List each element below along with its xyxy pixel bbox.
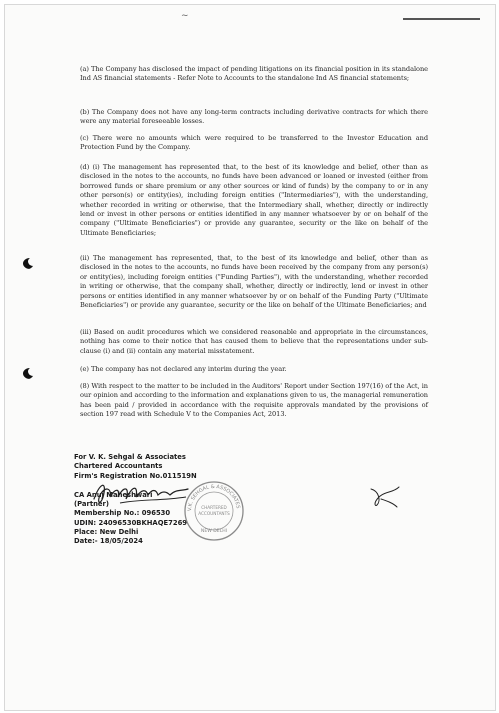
paragraph-e: (e) The company has not declared any interim during the year. (80, 365, 287, 373)
stamp-center-line1: CHARTERED (201, 505, 227, 510)
punch-hole-mark (23, 258, 37, 269)
firm-name: For V. K. Sehgal & Associates (74, 453, 186, 461)
date: Date:- 18/05/2024 (74, 537, 143, 546)
punch-hole-mark (23, 368, 37, 379)
membership-number: Membership No.: 096530 (74, 509, 171, 518)
firm-registration: Firm's Registration No.011519N (74, 471, 197, 480)
firm-seal-stamp (183, 480, 245, 542)
place: Place: New Delhi (74, 528, 139, 537)
header-mark: ~ (181, 11, 189, 21)
paragraph-d-iii: (iii) Based on audit procedures which we considered reasonable and appropriate in the circumstances, nothing has come to their notice that has caused them to believe that the representations under sub-clause (i) and (ii) contain any material misstatement. (80, 328, 428, 355)
paragraph-b: (b) The Company does not have any long-term contracts including derivative contracts for which there were any material foreseeable losses. (80, 108, 428, 126)
top-rule (403, 18, 480, 20)
initials-mark (367, 483, 403, 509)
stamp-center-line2: ACCOUNTANTS (198, 511, 230, 516)
stamp-ring-text: V.K. SEHGAL & ASSOCIATES (186, 483, 241, 512)
paragraph-a: (a) The Company has disclosed the impact of pending litigations on its financial position in its standalone Ind AS financial statements - Refer Note to Accounts to the standalone Ind AS financial statements; (80, 65, 428, 83)
partner-role: (Partner) (74, 500, 109, 509)
paragraph-d-ii: (ii) The management has represented, that, to the best of its knowledge and belief, other than as disclosed in the notes to the accounts, no funds have been received by the company from any person(s) or entity(ies), including foreign entities ("Funding Parties"), with the understanding, whether recorded in writing or otherwise, that the company shall, whether, directly or indirectly, lend or invest in other persons or entities identified in any manner whatsoever by or on behalf of the Funding Party ("Ultimate Beneficiaries") or provide any guarantee, security or the like on behalf of the Ultimate Beneficiaries; and (80, 254, 428, 310)
stamp-bottom-text: NEW DELHI (200, 529, 228, 534)
document-page (4, 4, 496, 711)
paragraph-d-i: (d) (i) The management has represented that, to the best of its knowledge and belief, other than as disclosed in the notes to the accounts, no funds have been advanced or loaned or invested (either from borrowed funds or share premium or any other sources or kind of funds) by the company to or in any other person(s) or entity(ies), including foreign entities ("Intermediaries"), with the understanding, whether recorded in writing or otherwise, that the Intermediary shall, whether, directly or indirectly lend or invest in other persons or entities identified in any manner whatsoever by or on behalf of the company ("Ultimate Beneficiaries") or provide any guarantee, security or the like on behalf of the Ultimate Beneficiaries; (80, 163, 428, 237)
partner-name: CA Anuj Maheshwari (74, 490, 153, 499)
paragraph-8: (8) With respect to the matter to be included in the Auditors' Report under Section 197(16) of the Act, in our opinion and according to the information and explanations given to us, the managerial remuneration has been paid / provided in accordance with the requisite approvals mandated by the provisions of section 197 read with Schedule V to the Companies Act, 2013. (80, 382, 428, 419)
udin: UDIN: 24096530BKHAQE7269 (74, 518, 188, 527)
firm-designation: Chartered Accountants (74, 462, 163, 471)
paragraph-c: (c) There were no amounts which were required to be transferred to the Investor Education and Protection Fund by the Company. (80, 134, 428, 152)
